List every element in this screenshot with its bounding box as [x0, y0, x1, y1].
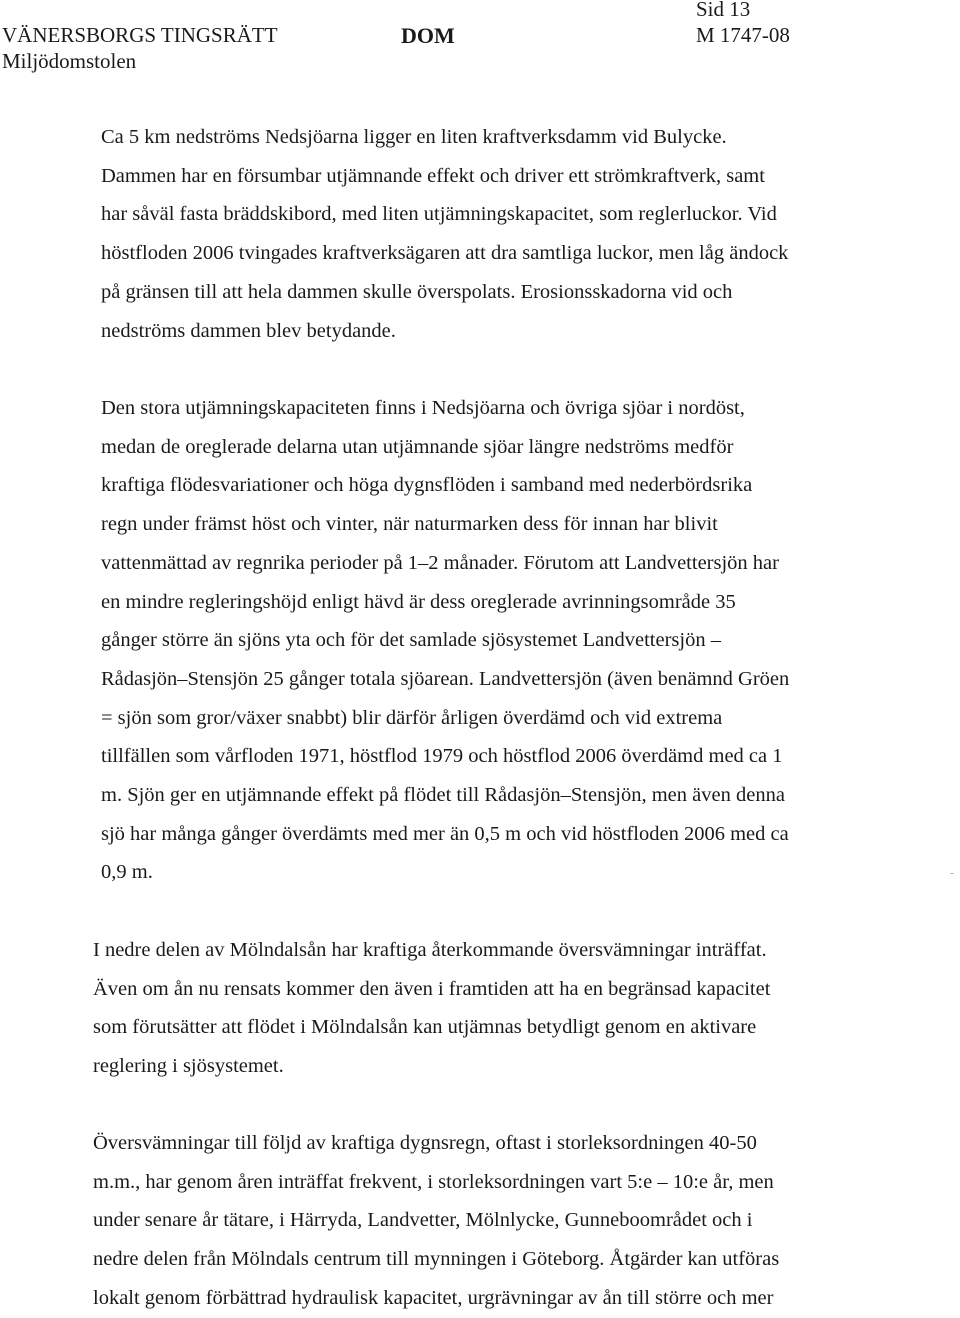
scan-margin-mark: [950, 873, 954, 874]
text-line: m. Sjön ger en utjämnande effekt på flödet till Rådasjön–Stensjön, men även denna: [101, 784, 785, 807]
paragraph-molndalsan-flooding: [93, 931, 770, 1086]
text-line: under senare år tätare, i Härryda, Landvetter, Mölnlycke, Gunneboområdet och i: [93, 1209, 753, 1232]
page-number: Sid 13: [696, 0, 751, 21]
text-line: vattenmättad av regnrika perioder på 1–2 månader. Förutom att Landvettersjön har: [101, 551, 779, 574]
text-line: m.m., har genom åren inträffat frekvent, i storleksordningen vart 5:e – 10:e år, men: [93, 1170, 774, 1193]
case-number: M 1747-08: [696, 23, 790, 47]
text-line: höstfloden 2006 tvingades kraftverksägaren att dra samtliga luckor, men låg ändock: [101, 242, 789, 265]
text-line: nedre delen från Mölndals centrum till mynningen i Göteborg. Åtgärder kan utföras: [93, 1248, 780, 1271]
text-line: som förutsätter att flödet i Mölndalsån kan utjämnas betydligt genom en aktivare: [93, 1016, 757, 1039]
text-line: gånger större än sjöns yta och för det samlade sjösystemet Landvettersjön –: [101, 629, 721, 652]
text-line: lokalt genom förbättrad hydraulisk kapacitet, urgrävningar av ån till större och mer: [93, 1286, 774, 1309]
text-line: Även om ån nu rensats kommer den även i framtiden att ha en begränsad kapacitet: [93, 977, 771, 1000]
department-name: Miljödomstolen: [2, 49, 137, 73]
text-line: en mindre regleringshöjd enligt hävd är dess oreglerade avrinningsområde 35: [101, 590, 736, 613]
text-line: Dammen har en försumbar utjämnande effekt och driver ett strömkraftverk, samt: [101, 164, 765, 187]
text-line: I nedre delen av Mölndalsån har kraftiga återkommande översvämningar inträffat.: [93, 939, 767, 961]
paragraph-nedsjoarna-capacity: [101, 389, 789, 892]
text-line: Ca 5 km nedströms Nedsjöarna ligger en liten kraftverksdamm vid Bulycke.: [101, 126, 727, 148]
document-type: DOM: [401, 23, 455, 48]
text-line: kraftiga flödesvariationer och höga dygnsflöden i samband med nederbördsrika: [101, 474, 753, 497]
text-line: 0,9 m.: [101, 861, 153, 884]
text-line: = sjön som gror/växer snabbt) blir därför årligen överdämd och vid extrema: [101, 706, 723, 729]
text-line: tillfällen som vårfloden 1971, höstflod 1979 och höstflod 2006 överdämd med ca 1: [101, 745, 783, 768]
text-line: har såväl fasta bräddskibord, med liten utjämningskapacitet, som reglerluckor. Vid: [101, 203, 777, 226]
paragraph-bulycke-dam: [101, 118, 788, 350]
text-line: Den stora utjämningskapaciteten finns i Nedsjöarna och övriga sjöar i nordöst,: [101, 397, 745, 419]
text-line: sjö har många gånger överdämts med mer än 0,5 m och vid höstfloden 2006 med ca: [101, 822, 789, 845]
text-line: regn under främst höst och vinter, när naturmarken dess för innan har blivit: [101, 513, 718, 536]
text-line: medan de oreglerade delarna utan utjämnande sjöar längre nedströms medför: [101, 435, 734, 458]
court-name: VÄNERSBORGS TINGSRÄTT: [2, 23, 278, 47]
text-line: Rådasjön–Stensjön 25 gånger totala sjöarean. Landvettersjön (även benämnd Gröen: [101, 667, 790, 690]
text-line: Översvämningar till följd av kraftiga dygnsregn, oftast i storleksordningen 40-50: [93, 1132, 757, 1154]
text-line: på gränsen till att hela dammen skulle överspolats. Erosionsskadorna vid och: [101, 280, 733, 303]
text-line: nedströms dammen blev betydande.: [101, 319, 396, 342]
text-line: reglering i sjösystemet.: [93, 1055, 284, 1078]
paragraph-heavy-rain-flooding: [93, 1124, 779, 1318]
